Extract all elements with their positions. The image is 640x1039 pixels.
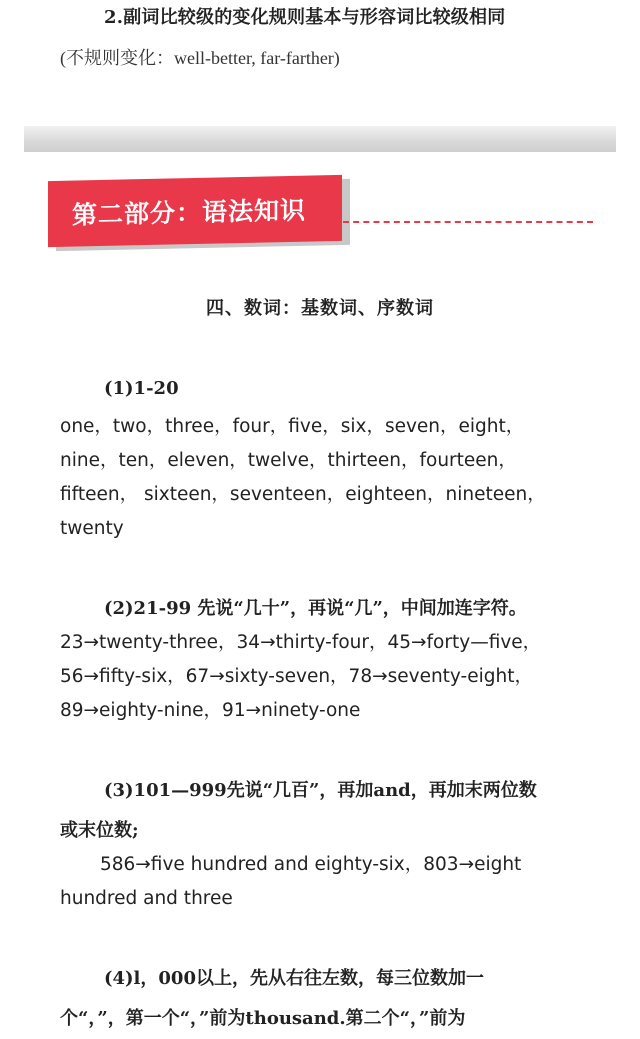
s1-line-4: twenty — [60, 518, 124, 539]
subheading-adverb-comparative: 2.副词比较级的变化规则基本与形容词比较级相同 — [104, 7, 506, 28]
section-divider-band — [24, 126, 616, 152]
s2-title: (2)21-99 先说“几十”，再说“几”，中间加连字符。 — [104, 598, 527, 619]
part-badge — [48, 175, 342, 247]
s2-line-2: 56→fifty-six，67→sixty-seven，78→seventy-eight， — [60, 666, 533, 687]
s1-line-1: one，two，three，four，five，six，seven，eight， — [60, 416, 525, 437]
s1-title: (1)1-20 — [104, 378, 179, 399]
part-badge-label: 第二部分：语法知识 — [72, 195, 307, 230]
badge-dashed-line — [343, 221, 593, 223]
s1-line-2: nine，ten，eleven，twelve，thirteen，fourteen， — [60, 450, 517, 471]
irregular-note: (不规则变化：well-better, far-farther) — [60, 48, 340, 68]
s1-line-3: fifteen， sixteen，seventeen，eighteen，nineteen， — [60, 484, 546, 505]
s4-title-line-2: 个“，”，第一个“，”前为thousand.第二个“，”前为 — [60, 1008, 466, 1029]
s3-line-1: 586→five hundred and eighty-six，803→eight — [100, 854, 522, 875]
s3-title-line-1: (3)101—999先说“几百”，再加and，再加末两位数 — [104, 780, 537, 801]
s2-line-3: 89→eighty-nine，91→ninety-one — [60, 700, 361, 721]
s4-title-line-1: (4)l，000以上，先从右往左数，每三位数加一 — [104, 968, 484, 989]
section-title: 四、数词：基数词、序数词 — [206, 298, 434, 319]
s3-line-2: hundred and three — [60, 888, 233, 909]
s2-line-1: 23→twenty-three，34→thirty-four，45→forty—five， — [60, 632, 542, 653]
s3-title-line-2: 或末位数; — [60, 820, 139, 841]
